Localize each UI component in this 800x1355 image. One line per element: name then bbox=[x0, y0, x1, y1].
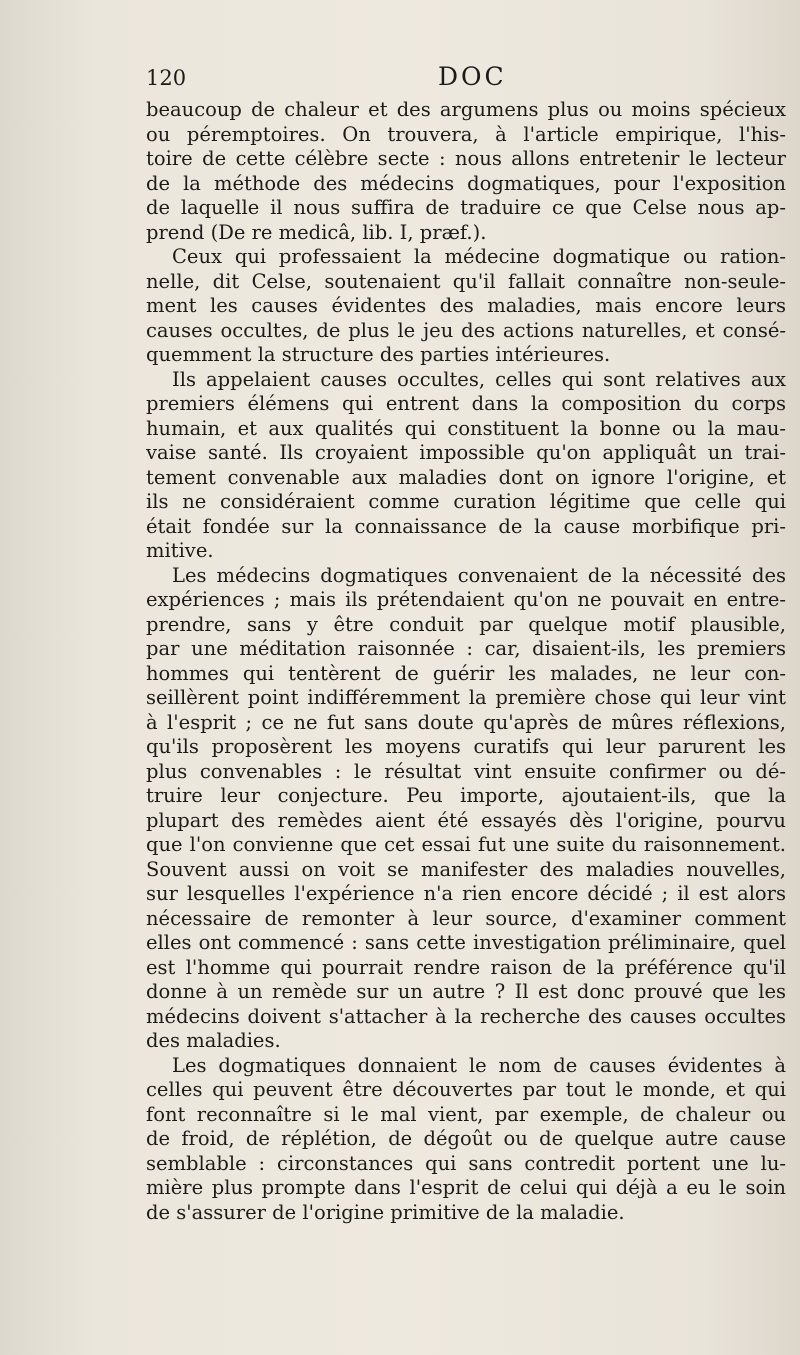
text-line: seillèrent point indifféremment la première chose qui leur vint bbox=[146, 686, 786, 709]
text-line: causes occultes, de plus le jeu des actions naturelles, et consé- bbox=[146, 318, 786, 342]
text-line: humain, et aux qualités qui constituent la bonne ou la mau- bbox=[146, 416, 786, 440]
text-line: hommes qui tentèrent de guérir les malades, ne leur con- bbox=[146, 661, 786, 685]
page-number: 120 bbox=[146, 66, 187, 90]
text-line: nécessaire de remonter à leur source, d'examiner comment bbox=[146, 906, 786, 930]
text-line: prendre, sans y être conduit par quelque motif plausible, bbox=[146, 612, 786, 636]
text-line: de la méthode des médecins dogmatiques, pour l'exposition bbox=[146, 171, 786, 195]
text-line: donne à un remède sur un autre ? Il est donc prouvé que les bbox=[146, 980, 786, 1003]
text-line: Les dogmatiques donnaient le nom de causes évidentes à bbox=[172, 1053, 786, 1077]
text-line: vaise santé. Ils croyaient impossible qu'on appliquât un trai- bbox=[146, 441, 786, 464]
text-line: de s'assurer de l'origine primitive de la maladie. bbox=[146, 1200, 625, 1224]
text-line: semblable : circonstances qui sans contredit portent une lu- bbox=[146, 1151, 786, 1175]
text-line: était fondée sur la connaissance de la cause morbifique pri- bbox=[146, 514, 786, 538]
text-line: mitive. bbox=[146, 539, 214, 562]
text-line: premiers élémens qui entrent dans la composition du corps bbox=[146, 392, 786, 415]
text-line: plus convenables : le résultat vint ensuite confirmer ou dé- bbox=[146, 759, 786, 783]
text-line: Souvent aussi on voit se manifester des maladies nouvelles, bbox=[146, 857, 786, 881]
body-text bbox=[146, 98, 786, 1225]
text-line: Ils appelaient causes occultes, celles qui sont relatives aux bbox=[172, 367, 786, 391]
text-line: ou péremptoires. On trouvera, à l'article empirique, l'his- bbox=[146, 122, 786, 146]
running-head: DOC bbox=[438, 62, 507, 91]
text-line: est l'homme qui pourrait rendre raison de la préférence qu'il bbox=[146, 955, 786, 979]
text-line: que l'on convienne que cet essai fut une suite du raisonnement. bbox=[146, 833, 786, 856]
text-line: ment les causes évidentes des maladies, mais encore leurs bbox=[146, 294, 786, 317]
text-line: de froid, de réplétion, de dégoût ou de quelque autre cause bbox=[146, 1127, 786, 1150]
text-line: prend (De re medicâ, lib. I, præf.). bbox=[146, 220, 487, 244]
text-line: tement convenable aux maladies dont on ignore l'origine, et bbox=[146, 465, 786, 489]
text-line: quemment la structure des parties intérieures. bbox=[146, 343, 611, 366]
text-line: ils ne considéraient comme curation légitime que celle qui bbox=[146, 490, 786, 513]
text-line: beaucoup de chaleur et des argumens plus ou moins spécieux bbox=[146, 98, 786, 121]
text-line: à l'esprit ; ce ne fut sans doute qu'après de mûres réflexions, bbox=[146, 710, 786, 734]
text-line: médecins doivent s'attacher à la recherche des causes occultes bbox=[146, 1004, 786, 1028]
text-line: qu'ils proposèrent les moyens curatifs qui leur parurent les bbox=[146, 735, 786, 758]
text-line: expériences ; mais ils prétendaient qu'on ne pouvait en entre- bbox=[146, 588, 786, 611]
text-line: de laquelle il nous suffira de traduire ce que Celse nous ap- bbox=[146, 196, 786, 219]
text-line: Ceux qui professaient la médecine dogmatique ou ration- bbox=[172, 245, 786, 268]
text-line: plupart des remèdes aient été essayés dès l'origine, pourvu bbox=[146, 808, 786, 832]
text-line: elles ont commencé : sans cette investigation préliminaire, quel bbox=[146, 931, 786, 954]
text-line: truire leur conjecture. Peu importe, ajoutaient-ils, que la bbox=[146, 784, 786, 807]
page-header bbox=[146, 62, 786, 96]
text-line: celles qui peuvent être découvertes par tout le monde, et qui bbox=[146, 1078, 786, 1101]
text-line: nelle, dit Celse, soutenaient qu'il fallait connaître non-seule- bbox=[146, 269, 786, 293]
text-line: sur lesquelles l'expérience n'a rien encore décidé ; il est alors bbox=[146, 882, 786, 905]
text-line: Les médecins dogmatiques convenaient de la nécessité des bbox=[172, 563, 786, 587]
text-line: des maladies. bbox=[146, 1029, 281, 1052]
text-line: font reconnaître si le mal vient, par exemple, de chaleur ou bbox=[146, 1102, 786, 1126]
text-line: toire de cette célèbre secte : nous allons entretenir le lecteur bbox=[146, 147, 786, 170]
text-line: par une méditation raisonnée : car, disaient-ils, les premiers bbox=[146, 637, 786, 660]
text-line: mière plus prompte dans l'esprit de celui qui déjà a eu le soin bbox=[146, 1176, 786, 1199]
